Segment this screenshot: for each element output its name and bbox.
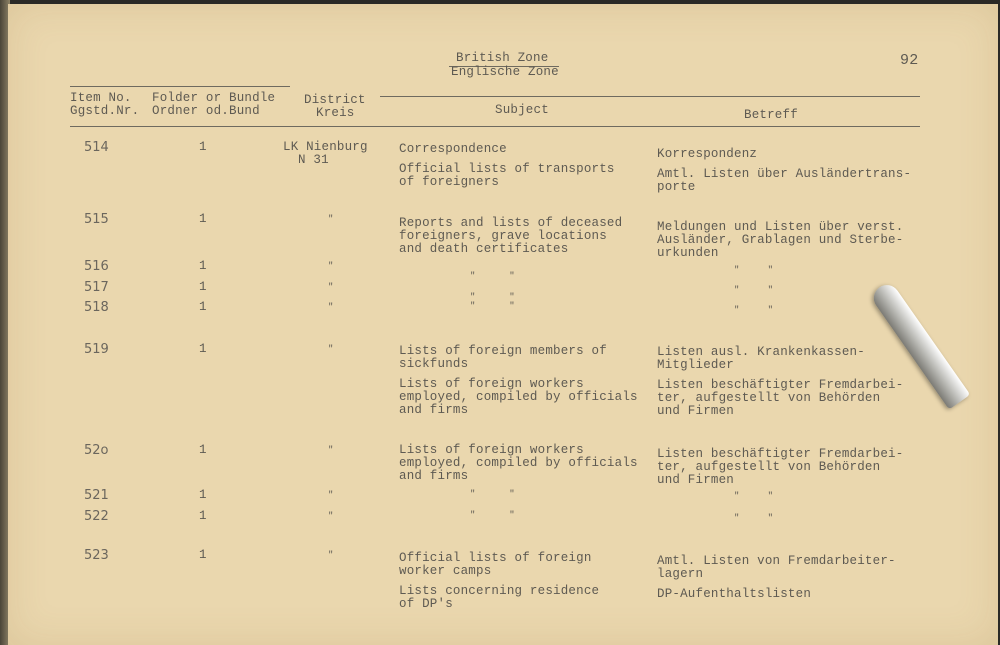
- folder-number: 1: [199, 212, 207, 226]
- subject-line: and firms: [399, 469, 469, 483]
- subject-line: and death certificates: [399, 242, 569, 256]
- betreff-line: lagern: [657, 567, 704, 581]
- betreff-line: Amtl. Listen über Ausländertrans-: [657, 167, 912, 181]
- item-number: 523: [84, 548, 109, 563]
- col-subject: Subject: [495, 103, 549, 117]
- item-number: 521: [84, 488, 109, 503]
- subject-line: Lists concerning residence: [399, 584, 600, 598]
- subject-line: Correspondence: [399, 142, 507, 156]
- subject-line: Official lists of foreign: [399, 551, 592, 565]
- betreff-line: und Firmen: [657, 473, 735, 487]
- item-number: 515: [84, 212, 109, 227]
- betreff-line: Amtl. Listen von Fremdarbeiter-: [657, 554, 896, 568]
- header-rule-bottom: [70, 126, 920, 127]
- subject-line: Official lists of transports: [399, 162, 615, 176]
- district-ditto: ": [328, 261, 334, 271]
- betreff-ditto: " ": [734, 491, 774, 501]
- folder-number: 1: [199, 300, 207, 314]
- district-code: N 31: [298, 153, 329, 167]
- subject-line: of DP's: [399, 597, 453, 611]
- folder-number: 1: [199, 548, 207, 562]
- item-number: 516: [84, 259, 109, 274]
- betreff-line: Ausländer, Grablagen und Sterbe-: [657, 233, 904, 247]
- subject-line: of foreigners: [399, 175, 500, 189]
- subject-line: Lists of foreign workers: [399, 443, 584, 457]
- subject-line: foreigners, grave locations: [399, 229, 607, 243]
- betreff-line: Listen beschäftigter Fremdarbei-: [657, 378, 904, 392]
- subject-ditto: " ": [470, 292, 515, 302]
- subject-line: and firms: [399, 403, 469, 417]
- col-item-de: Ggstd.Nr.: [70, 104, 140, 118]
- betreff-ditto: " ": [734, 265, 774, 275]
- subject-line: employed, compiled by officials: [399, 456, 638, 470]
- betreff-line: ter, aufgestellt von Behörden: [657, 391, 881, 405]
- betreff-ditto: " ": [734, 513, 774, 523]
- folder-number: 1: [199, 342, 207, 356]
- col-district-de: Kreis: [316, 106, 355, 120]
- district-ditto: ": [328, 490, 334, 500]
- folder-number: 1: [199, 443, 207, 457]
- col-district-en: District: [304, 93, 366, 107]
- header-rule-top-right: [380, 96, 920, 97]
- subject-ditto: " ": [470, 510, 515, 520]
- betreff-line: Mitglieder: [657, 358, 735, 372]
- folder-number: 1: [199, 259, 207, 273]
- district-ditto: ": [328, 344, 334, 354]
- betreff-line: und Firmen: [657, 404, 735, 418]
- subject-ditto: " ": [470, 489, 515, 499]
- subject-line: employed, compiled by officials: [399, 390, 638, 404]
- col-betreff: Betreff: [744, 108, 798, 122]
- subject-line: Reports and lists of deceased: [399, 216, 623, 230]
- betreff-ditto: " ": [734, 285, 774, 295]
- district-ditto: ": [328, 214, 334, 224]
- district-ditto: ": [328, 550, 334, 560]
- betreff-ditto: " ": [734, 305, 774, 315]
- subject-ditto: " ": [470, 301, 515, 311]
- district-ditto: ": [328, 511, 334, 521]
- betreff-line: Listen ausl. Krankenkassen-: [657, 345, 865, 359]
- item-number: 522: [84, 509, 109, 524]
- subject-line: Lists of foreign members of: [399, 344, 607, 358]
- district-ditto: ": [328, 302, 334, 312]
- header-rule-top-left: [70, 86, 290, 87]
- folder-number: 1: [199, 488, 207, 502]
- betreff-line: Korrespondenz: [657, 147, 758, 161]
- folder-number: 1: [199, 140, 207, 154]
- subject-line: Lists of foreign workers: [399, 377, 584, 391]
- col-item-en: Item No.: [70, 91, 132, 105]
- folder-number: 1: [199, 280, 207, 294]
- item-number: 519: [84, 342, 109, 357]
- district-name: LK Nienburg: [283, 140, 368, 154]
- betreff-line: DP-Aufenthaltslisten: [657, 587, 812, 601]
- subject-ditto: " ": [470, 271, 515, 281]
- betreff-line: Meldungen und Listen über verst.: [657, 220, 904, 234]
- folder-number: 1: [199, 509, 207, 523]
- betreff-line: Listen beschäftigter Fremdarbei-: [657, 447, 904, 461]
- zone-title-english: British Zone: [456, 51, 549, 65]
- subject-line: worker camps: [399, 564, 492, 578]
- district-ditto: ": [328, 282, 334, 292]
- item-number: 514: [84, 140, 109, 155]
- zone-title-german: Englische Zone: [451, 65, 559, 79]
- subject-line: sickfunds: [399, 357, 469, 371]
- col-folder-de: Ordner od.Bund: [152, 104, 260, 118]
- betreff-line: urkunden: [657, 246, 719, 260]
- col-folder-en: Folder or Bundle: [152, 91, 276, 105]
- betreff-line: ter, aufgestellt von Behörden: [657, 460, 881, 474]
- page-number: 92: [900, 52, 919, 69]
- betreff-line: porte: [657, 180, 696, 194]
- district-ditto: ": [328, 445, 334, 455]
- item-number: 52o: [84, 443, 109, 458]
- item-number: 517: [84, 280, 109, 295]
- item-number: 518: [84, 300, 109, 315]
